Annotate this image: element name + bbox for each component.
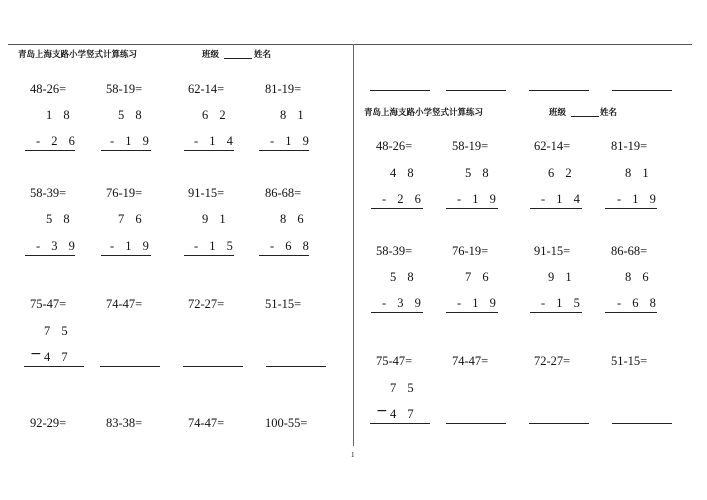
- vertical-top-number: 6 2: [202, 108, 230, 122]
- vertical-subtrahend: - 6 8: [270, 239, 313, 253]
- problem-expression: 58-19=: [452, 139, 489, 153]
- problem-expression: 83-38=: [106, 416, 143, 430]
- vertical-subtrahend: - 1 9: [617, 192, 660, 206]
- vertical-subtrahend: - 1 9: [270, 134, 313, 148]
- problem-expression: 58-39=: [376, 244, 413, 258]
- vertical-subtrahend: - 1 4: [541, 192, 584, 206]
- page-number: 1: [351, 451, 355, 459]
- answer-line[interactable]: [183, 366, 243, 367]
- vertical-top-number: 7 6: [465, 270, 493, 284]
- minus-sign: −: [376, 403, 388, 419]
- vertical-subtrahend: 4 7: [44, 350, 72, 364]
- vertical-subtrahend: - 1 4: [194, 134, 237, 148]
- answer-line[interactable]: [605, 312, 657, 313]
- problem-expression: 91-15=: [534, 244, 571, 258]
- vertical-top-number: 4 8: [390, 166, 418, 180]
- answer-line[interactable]: [370, 90, 430, 91]
- answer-line[interactable]: [101, 150, 151, 151]
- left-worksheet-title: 青岛上海支路小学竖式计算练习: [18, 50, 138, 60]
- problem-expression: 48-26=: [376, 139, 413, 153]
- problem-expression: 86-68=: [611, 244, 648, 258]
- answer-line[interactable]: [371, 312, 423, 313]
- answer-line[interactable]: [184, 255, 234, 256]
- answer-line[interactable]: [612, 423, 672, 424]
- problem-expression: 75-47=: [376, 354, 413, 368]
- vertical-subtrahend: - 1 9: [457, 192, 500, 206]
- vertical-subtrahend: - 1 9: [110, 134, 153, 148]
- vertical-top-number: 7 5: [390, 381, 418, 395]
- vertical-subtrahend: - 1 5: [541, 296, 584, 310]
- vertical-subtrahend: - 2 6: [382, 192, 425, 206]
- problem-expression: 48-26=: [30, 82, 67, 96]
- vertical-top-number: 9 1: [202, 212, 230, 226]
- vertical-subtrahend: 4 7: [390, 407, 418, 421]
- answer-line[interactable]: [25, 150, 75, 151]
- answer-line[interactable]: [370, 423, 430, 424]
- right-name-label: 姓名: [600, 108, 618, 118]
- vertical-top-number: 9 1: [548, 270, 576, 284]
- problem-expression: 92-29=: [30, 416, 67, 430]
- right-worksheet-title: 青岛上海支路小学竖式计算练习: [364, 108, 484, 118]
- answer-line[interactable]: [529, 90, 589, 91]
- problem-expression: 74-47=: [106, 297, 143, 311]
- vertical-top-number: 6 2: [548, 166, 576, 180]
- vertical-top-number: 8 6: [280, 212, 308, 226]
- vertical-subtrahend: - 2 6: [36, 134, 79, 148]
- problem-expression: 62-14=: [188, 82, 225, 96]
- problem-expression: 76-19=: [452, 244, 489, 258]
- problem-expression: 72-27=: [188, 297, 225, 311]
- vertical-top-number: 8 6: [625, 270, 653, 284]
- vertical-top-number: 7 6: [118, 212, 146, 226]
- answer-line[interactable]: [371, 208, 423, 209]
- answer-line[interactable]: [259, 150, 309, 151]
- problem-expression: 91-15=: [188, 186, 225, 200]
- answer-line[interactable]: [24, 366, 84, 367]
- answer-line[interactable]: [605, 208, 657, 209]
- vertical-subtrahend: - 3 9: [36, 239, 79, 253]
- answer-line[interactable]: [266, 366, 326, 367]
- left-class-label: 班级: [202, 50, 220, 60]
- answer-line[interactable]: [25, 255, 75, 256]
- problem-expression: 74-47=: [188, 416, 225, 430]
- problem-expression: 58-39=: [30, 186, 67, 200]
- answer-line[interactable]: [529, 423, 589, 424]
- vertical-subtrahend: - 3 9: [382, 296, 425, 310]
- answer-line[interactable]: [446, 423, 506, 424]
- minus-sign: −: [30, 346, 42, 362]
- vertical-top-number: 5 8: [118, 108, 146, 122]
- problem-expression: 72-27=: [534, 354, 571, 368]
- left-name-label: 姓名: [254, 50, 272, 60]
- problem-expression: 75-47=: [30, 297, 67, 311]
- problem-expression: 74-47=: [452, 354, 489, 368]
- left-class-blank[interactable]: [224, 58, 252, 59]
- top-rule: [8, 44, 692, 45]
- answer-line[interactable]: [530, 312, 582, 313]
- problem-expression: 76-19=: [106, 186, 143, 200]
- problem-expression: 58-19=: [106, 82, 143, 96]
- vertical-top-number: 1 8: [46, 108, 74, 122]
- vertical-top-number: 7 5: [44, 324, 72, 338]
- problem-expression: 62-14=: [534, 139, 571, 153]
- problem-expression: 100-55=: [265, 416, 308, 430]
- answer-line[interactable]: [530, 208, 582, 209]
- vertical-subtrahend: - 6 8: [617, 296, 660, 310]
- vertical-subtrahend: - 1 9: [457, 296, 500, 310]
- vertical-top-number: 5 8: [46, 212, 74, 226]
- vertical-top-number: 8 1: [280, 108, 308, 122]
- vertical-top-number: 5 8: [390, 270, 418, 284]
- center-divider: [353, 44, 354, 446]
- vertical-subtrahend: - 1 5: [194, 239, 237, 253]
- answer-line[interactable]: [101, 255, 151, 256]
- problem-expression: 81-19=: [611, 139, 648, 153]
- answer-line[interactable]: [446, 312, 498, 313]
- problem-expression: 81-19=: [265, 82, 302, 96]
- answer-line[interactable]: [446, 90, 506, 91]
- vertical-subtrahend: - 1 9: [110, 239, 153, 253]
- problem-expression: 51-15=: [611, 354, 648, 368]
- answer-line[interactable]: [184, 150, 234, 151]
- vertical-top-number: 5 8: [465, 166, 493, 180]
- right-class-blank[interactable]: [571, 116, 599, 117]
- problem-expression: 51-15=: [265, 297, 302, 311]
- right-class-label: 班级: [549, 108, 567, 118]
- vertical-top-number: 8 1: [625, 166, 653, 180]
- problem-expression: 86-68=: [265, 186, 302, 200]
- answer-line[interactable]: [612, 90, 672, 91]
- answer-line[interactable]: [100, 366, 160, 367]
- answer-line[interactable]: [259, 255, 309, 256]
- answer-line[interactable]: [446, 208, 498, 209]
